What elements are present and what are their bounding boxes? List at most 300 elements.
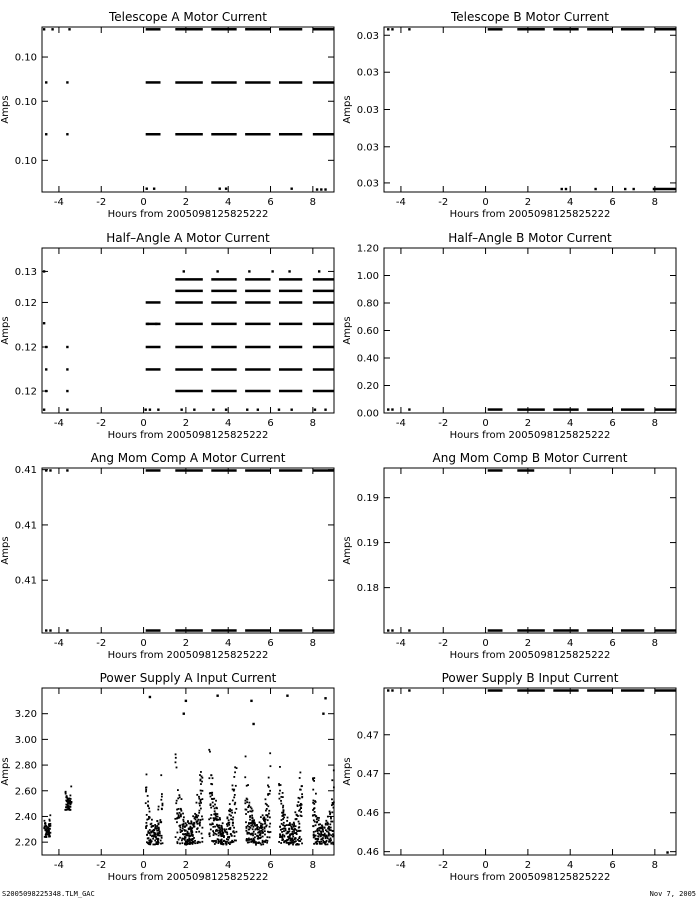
data-point (153, 188, 155, 190)
data-point (161, 835, 163, 837)
data-point (183, 824, 185, 826)
chart-title: Half–Angle A Motor Current (106, 231, 270, 245)
data-point (387, 689, 389, 691)
data-point (70, 798, 72, 800)
y-tick-label: 2.80 (14, 760, 37, 772)
data-point (565, 188, 567, 190)
data-point (267, 819, 269, 821)
data-point (212, 830, 214, 832)
data-point (49, 819, 51, 821)
data-point (49, 469, 51, 471)
data-point (279, 833, 281, 835)
x-tick-label: 4 (567, 638, 574, 649)
data-point (145, 802, 147, 804)
data-point (333, 801, 335, 803)
data-point (229, 843, 231, 845)
data-point (146, 774, 148, 776)
y-tick-label: 0.46 (356, 808, 379, 820)
data-point (44, 825, 46, 827)
data-point (295, 818, 297, 820)
data-point (320, 841, 322, 843)
data-point (192, 838, 194, 840)
data-point (248, 828, 250, 830)
data-point (202, 818, 204, 820)
data-point (324, 697, 326, 699)
chart-title: Ang Mom Comp A Motor Current (90, 451, 286, 465)
data-point (216, 819, 218, 821)
data-point (182, 813, 184, 815)
data-point (162, 842, 164, 844)
data-point (225, 188, 227, 190)
data-point (293, 825, 295, 827)
data-point (314, 409, 316, 411)
data-point (180, 815, 182, 817)
data-point (214, 810, 216, 812)
data-point (210, 817, 212, 819)
data-point (268, 810, 270, 812)
data-point (269, 790, 271, 792)
data-point (282, 813, 284, 815)
data-point (217, 830, 219, 832)
data-point (212, 777, 214, 779)
data-point (251, 833, 253, 835)
data-point (266, 836, 268, 838)
x-tick-label: 2 (524, 418, 532, 429)
data-point (295, 825, 297, 827)
data-point (211, 774, 213, 776)
data-point (666, 851, 668, 853)
data-point (252, 822, 254, 824)
data-point (157, 838, 159, 840)
data-point (322, 829, 324, 831)
data-point (185, 837, 187, 839)
data-point (45, 81, 47, 83)
x-tick-label: 0 (140, 418, 147, 429)
data-point (160, 774, 162, 776)
chart-title: Telescope B Motor Current (450, 10, 610, 24)
data-point (155, 836, 157, 838)
data-point (159, 833, 161, 835)
data-point (196, 802, 198, 804)
data-point (216, 833, 218, 835)
data-point (45, 390, 47, 392)
data-point (254, 836, 256, 838)
data-point (268, 777, 270, 779)
data-point (227, 822, 229, 824)
chart-panel-5 (0, 451, 334, 661)
data-point (236, 767, 238, 769)
x-tick-label: 0 (140, 197, 147, 208)
y-tick-label: 0.41 (14, 575, 37, 587)
data-point (325, 820, 327, 822)
data-point (282, 805, 284, 807)
data-point (235, 785, 237, 787)
data-point (66, 390, 68, 392)
data-point (45, 629, 47, 631)
data-point (267, 805, 269, 807)
data-point (257, 409, 259, 411)
data-point (329, 811, 331, 813)
x-tick-label: 2 (524, 638, 532, 649)
data-point (248, 802, 250, 804)
data-point (285, 830, 287, 832)
data-point (318, 819, 320, 821)
data-point (296, 844, 298, 846)
data-point (252, 28, 254, 30)
data-point (258, 828, 260, 830)
chart-panel-1 (0, 10, 334, 220)
data-point (282, 809, 284, 811)
data-point (294, 828, 296, 830)
plot-frame (384, 468, 676, 633)
data-point (248, 804, 250, 806)
data-point (263, 817, 265, 819)
data-point (324, 188, 326, 190)
data-point (232, 785, 234, 787)
data-point (177, 798, 179, 800)
x-tick-label: -2 (96, 418, 107, 429)
data-point (247, 842, 249, 844)
data-point (48, 823, 50, 825)
data-point (179, 827, 181, 829)
data-point (292, 829, 294, 831)
data-point (209, 751, 211, 753)
data-point (256, 835, 258, 837)
data-point (408, 28, 410, 30)
data-point (299, 772, 301, 774)
data-point (225, 844, 227, 846)
data-point (244, 776, 246, 778)
data-point (278, 841, 280, 843)
data-point (230, 818, 232, 820)
data-point (180, 810, 182, 812)
data-point (279, 766, 281, 768)
x-tick-label: 0 (482, 860, 489, 871)
y-tick-label: 0.12 (14, 386, 37, 398)
data-point (283, 817, 285, 819)
data-point (252, 828, 254, 830)
y-axis-label: Amps (342, 536, 353, 565)
x-tick-label: 2 (524, 860, 532, 871)
data-point (312, 789, 314, 791)
data-point (391, 629, 393, 631)
data-point (235, 840, 237, 842)
data-point (320, 832, 322, 834)
x-tick-label: -2 (96, 860, 107, 871)
data-point (214, 843, 216, 845)
y-tick-label: 0.80 (356, 298, 379, 310)
data-point (216, 816, 218, 818)
data-point (328, 833, 330, 835)
y-tick-label: 1.00 (356, 271, 379, 282)
data-point (155, 323, 157, 325)
data-point (181, 839, 183, 841)
data-point (199, 774, 201, 776)
data-point (234, 812, 236, 814)
data-point (66, 133, 68, 135)
data-point (212, 802, 214, 804)
data-point (298, 821, 300, 823)
data-point (176, 812, 178, 814)
data-point (144, 409, 146, 411)
data-point (254, 833, 256, 835)
data-point (179, 829, 181, 831)
data-point (66, 368, 68, 370)
data-point (200, 783, 202, 785)
data-point (252, 723, 254, 725)
data-point (182, 828, 184, 830)
plot-frame (384, 27, 676, 192)
data-point (252, 818, 254, 820)
data-point (297, 804, 299, 806)
data-point (219, 188, 221, 190)
data-point (292, 844, 294, 846)
x-axis-label: Hours from 2005098125825222 (449, 650, 611, 661)
data-point (192, 815, 194, 817)
x-tick-label: 6 (609, 418, 616, 429)
x-tick-label: 6 (267, 638, 274, 649)
data-point (151, 825, 153, 827)
x-tick-label: -4 (53, 418, 64, 429)
data-point (202, 790, 204, 792)
data-point (329, 823, 331, 825)
data-point (251, 820, 253, 822)
plot-frame (384, 248, 676, 413)
data-point (146, 786, 148, 788)
data-point (154, 824, 156, 826)
data-point (266, 824, 268, 826)
data-point (287, 817, 289, 819)
data-point (318, 824, 320, 826)
data-point (231, 809, 233, 811)
data-point (211, 794, 213, 796)
data-point (330, 818, 332, 820)
x-tick-label: 6 (267, 418, 274, 429)
data-point (201, 827, 203, 829)
data-point (232, 816, 234, 818)
data-point (286, 839, 288, 841)
data-point (153, 829, 155, 831)
data-point (212, 409, 214, 411)
data-point (282, 839, 284, 841)
data-point (249, 816, 251, 818)
data-point (195, 814, 197, 816)
data-point (327, 837, 329, 839)
data-point (152, 844, 154, 846)
data-point (245, 800, 247, 802)
x-axis-label: Hours from 2005098125825222 (449, 209, 611, 220)
x-tick-label: -4 (395, 860, 406, 871)
data-point (157, 840, 159, 842)
data-point (280, 796, 282, 798)
data-point (67, 805, 69, 807)
data-point (187, 839, 189, 841)
x-tick-label: 4 (225, 638, 232, 649)
data-point (280, 800, 282, 802)
data-point (194, 816, 196, 818)
y-tick-label: 0.10 (14, 52, 37, 64)
data-point (314, 814, 316, 816)
x-tick-label: 0 (482, 197, 489, 208)
x-tick-label: 6 (267, 197, 274, 208)
data-point (287, 831, 289, 833)
data-point (195, 831, 197, 833)
data-point (177, 832, 179, 834)
data-point (280, 842, 282, 844)
data-point (301, 796, 303, 798)
data-point (233, 789, 235, 791)
data-point (184, 843, 186, 845)
data-point (147, 795, 149, 797)
x-tick-label: 8 (651, 638, 659, 649)
data-point (247, 825, 249, 827)
data-point (391, 408, 393, 410)
data-point (262, 814, 264, 816)
y-axis-label: Amps (342, 757, 353, 786)
data-point (217, 825, 219, 827)
data-point (282, 828, 284, 830)
data-point (231, 812, 233, 814)
x-tick-label: 2 (182, 418, 190, 429)
data-point (148, 816, 150, 818)
x-tick-label: -4 (395, 197, 406, 208)
x-tick-label: -2 (438, 860, 449, 871)
data-point (224, 829, 226, 831)
data-point (49, 629, 51, 631)
data-point (216, 813, 218, 815)
data-point (262, 829, 264, 831)
data-point (201, 833, 203, 835)
data-point (176, 841, 178, 843)
data-point (44, 820, 46, 822)
data-point (190, 820, 192, 822)
x-tick-label: -4 (395, 418, 406, 429)
y-tick-label: 0.10 (14, 155, 37, 167)
data-point (145, 789, 147, 791)
data-point (65, 796, 67, 798)
data-point (247, 811, 249, 813)
data-point (265, 818, 267, 820)
data-point (331, 798, 333, 800)
data-point (230, 827, 232, 829)
x-tick-label: 8 (651, 418, 659, 429)
data-point (318, 836, 320, 838)
data-point (182, 833, 184, 835)
data-point (200, 793, 202, 795)
data-point (262, 841, 264, 843)
data-point (228, 810, 230, 812)
data-point (213, 841, 215, 843)
data-point (257, 826, 259, 828)
data-point (236, 831, 238, 833)
data-point (212, 826, 214, 828)
data-point (45, 133, 47, 135)
data-point (198, 796, 200, 798)
data-point (290, 839, 292, 841)
data-point (67, 800, 69, 802)
data-point (292, 840, 294, 842)
data-point (248, 270, 250, 272)
data-point (323, 841, 325, 843)
data-point (160, 821, 162, 823)
data-point (297, 801, 299, 803)
data-point (291, 833, 293, 835)
data-point (219, 829, 221, 831)
y-tick-label: 0.13 (14, 266, 37, 278)
x-tick-label: 2 (182, 197, 190, 208)
data-point (333, 786, 335, 788)
data-point (298, 823, 300, 825)
data-point (201, 837, 203, 839)
data-point (213, 813, 215, 815)
data-point (312, 815, 314, 817)
data-point (281, 819, 283, 821)
data-point (66, 409, 68, 411)
data-point (317, 817, 319, 819)
data-point (214, 826, 216, 828)
data-point (199, 821, 201, 823)
data-point (333, 807, 335, 809)
data-point (66, 629, 68, 631)
data-point (632, 188, 634, 190)
data-point (232, 825, 234, 827)
data-point (251, 840, 253, 842)
x-tick-label: 2 (182, 860, 190, 871)
data-point (288, 828, 290, 830)
data-point (296, 833, 298, 835)
data-point (246, 799, 248, 801)
x-tick-label: 6 (609, 860, 616, 871)
data-point (266, 842, 268, 844)
data-point (176, 800, 178, 802)
chart-title: Half–Angle B Motor Current (448, 231, 612, 245)
data-point (44, 829, 46, 831)
data-point (228, 824, 230, 826)
data-point (387, 408, 389, 410)
data-point (162, 803, 164, 805)
data-point (158, 806, 160, 808)
data-point (313, 800, 315, 802)
chart-panel-3 (0, 231, 334, 441)
data-point (210, 824, 212, 826)
data-point (268, 813, 270, 815)
data-point (182, 819, 184, 821)
data-point (155, 843, 157, 845)
data-point (49, 832, 51, 834)
data-point (265, 810, 267, 812)
data-point (200, 790, 202, 792)
data-point (264, 820, 266, 822)
data-point (159, 831, 161, 833)
data-point (293, 832, 295, 834)
data-point (178, 839, 180, 841)
data-point (182, 838, 184, 840)
data-point (245, 830, 247, 832)
data-point (65, 791, 67, 793)
x-tick-label: 2 (524, 197, 532, 208)
data-point (247, 806, 249, 808)
data-point (279, 790, 281, 792)
data-point (232, 831, 234, 833)
data-point (218, 832, 220, 834)
data-point (301, 815, 303, 817)
data-point (175, 761, 177, 763)
data-point (196, 816, 198, 818)
x-axis-label: Hours from 2005098125825222 (449, 872, 611, 883)
data-point (146, 814, 148, 816)
data-point (324, 827, 326, 829)
data-point (184, 826, 186, 828)
